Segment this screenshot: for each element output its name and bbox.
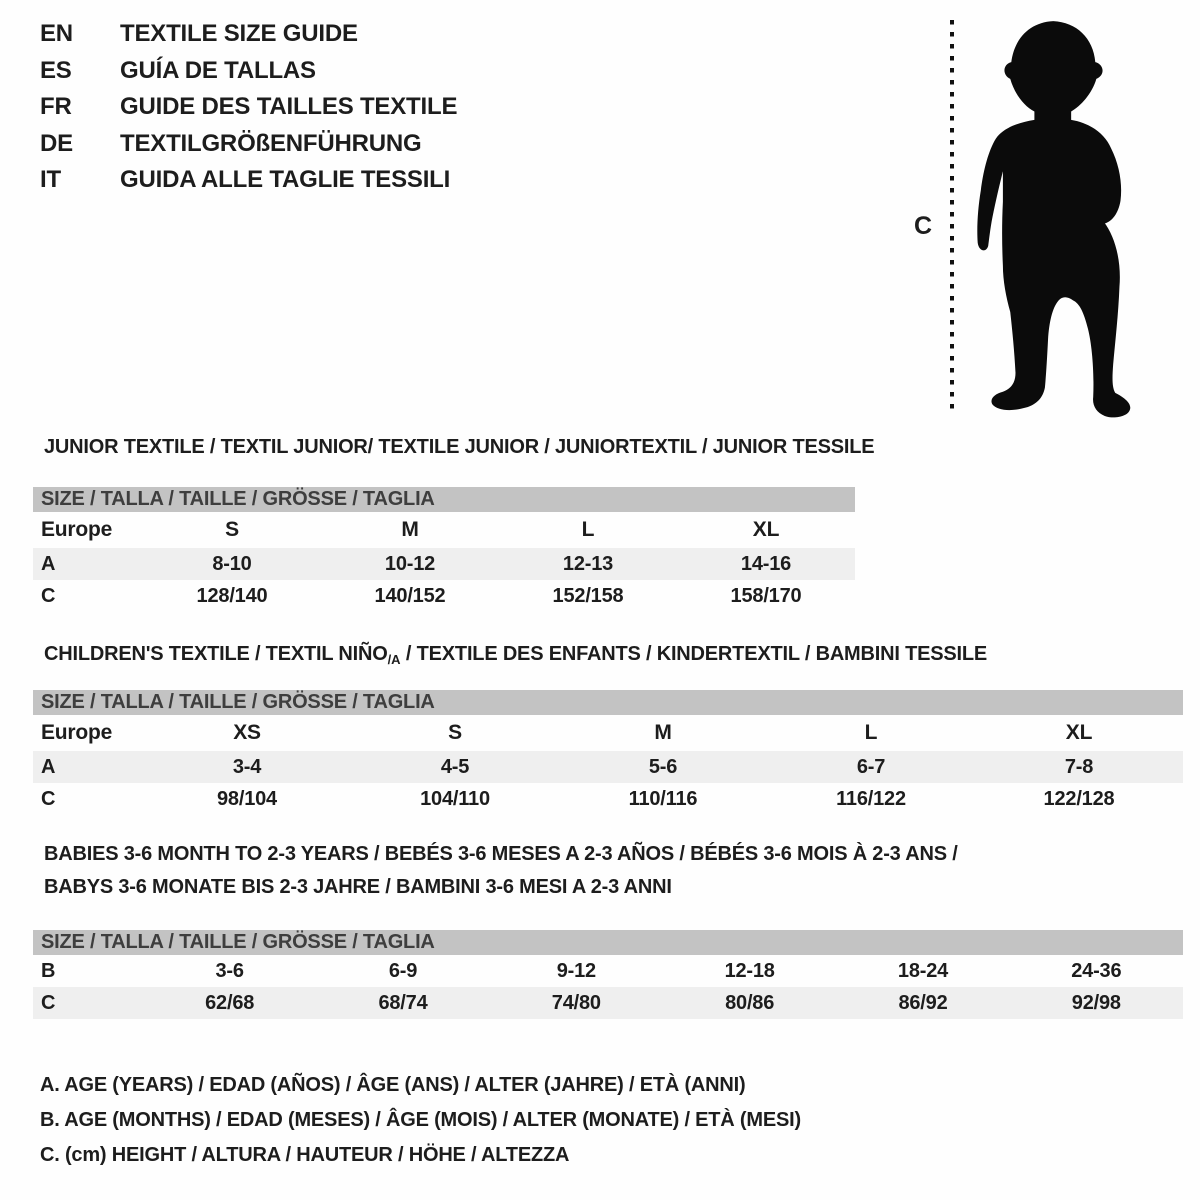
row-label: C [41, 584, 56, 607]
language-code: FR [40, 93, 72, 121]
table-cell: 6-7 [856, 755, 886, 778]
table-cell: 12-18 [724, 959, 775, 982]
table-cell: 62/68 [205, 991, 255, 1014]
section-title-babies-line2: BABYS 3-6 MONATE BIS 2-3 JAHRE / BAMBINI 3-6 MESI A 2-3 ANNI [44, 876, 672, 898]
table-cell: 116/122 [836, 787, 906, 810]
table-cell: 80/86 [725, 991, 775, 1014]
column-header: S [225, 518, 239, 541]
column-header: L [864, 721, 878, 744]
toddler-silhouette [977, 21, 1130, 417]
table-row-age [33, 751, 1183, 783]
table-header-bar [33, 487, 855, 512]
column-header: S [448, 721, 462, 744]
table-cell: 98/104 [217, 787, 277, 810]
table-header-bar [33, 930, 1183, 955]
language-row-it [40, 162, 457, 199]
language-title: TEXTILGRÖßENFÜHRUNG [120, 129, 422, 157]
column-header: L [581, 518, 595, 541]
section-title-babies-line1: BABIES 3-6 MONTH TO 2-3 YEARS / BEBÉS 3-6 MESES A 2-3 AÑOS / BÉBÉS 3-6 MOIS À 2-3 ANS / [44, 843, 958, 865]
size-header-label: SIZE / TALLA / TAILLE / GRÖSSE / TAGLIA [41, 931, 435, 953]
table-cell: 24-36 [1071, 959, 1122, 982]
table-cell: 18-24 [897, 959, 949, 982]
table-row-age-months [33, 955, 1183, 987]
legend-line-a: A. AGE (YEARS) / EDAD (AÑOS) / ÂGE (ANS) / ALTER (JAHRE) / ETÀ (ANNI) [40, 1074, 746, 1096]
toddler-silhouette-svg [925, 12, 1200, 418]
legend-line-c: C. (cm) HEIGHT / ALTURA / HAUTEUR / HÖHE / ALTEZZA [40, 1144, 570, 1166]
section-title-children-pre: CHILDREN'S TEXTILE / TEXTIL NIÑO [44, 643, 388, 665]
language-row-en [40, 16, 457, 53]
table-columns-row [33, 715, 1183, 751]
table-cell: 3-6 [215, 959, 244, 982]
table-cell: 104/110 [420, 787, 490, 810]
table-cell: 7-8 [1064, 755, 1094, 778]
region-label: Europe [41, 518, 113, 541]
language-code: DE [40, 129, 73, 157]
section-title-children [44, 643, 987, 671]
table-header-bar [33, 690, 1183, 715]
section-title-junior: JUNIOR TEXTILE / TEXTIL JUNIOR/ TEXTILE JUNIOR / JUNIORTEXTIL / JUNIOR TESSILE [44, 436, 875, 458]
table-columns-row [33, 512, 855, 548]
column-header: M [654, 721, 672, 744]
language-title: GUÍA DE TALLAS [120, 56, 316, 84]
table-row-height [33, 580, 855, 612]
section-title-children-post: / TEXTILE DES ENFANTS / KINDERTEXTIL / BAMBINI TESSILE [400, 643, 988, 665]
language-row-de [40, 126, 457, 163]
table-row-height [33, 783, 1183, 815]
table-cell: 10-12 [384, 552, 436, 575]
size-table-children [33, 690, 1183, 815]
size-header-label: SIZE / TALLA / TAILLE / GRÖSSE / TAGLIA [41, 691, 435, 713]
table-cell: 152/158 [552, 584, 624, 607]
language-list [40, 16, 457, 199]
language-row-fr [40, 89, 457, 126]
toddler-height-figure [925, 12, 1200, 418]
table-cell: 5-6 [648, 755, 678, 778]
height-measure-label-c: C [914, 212, 932, 240]
section-title-children-sub: /A [387, 652, 401, 667]
row-label: A [41, 552, 56, 575]
table-cell: 14-16 [740, 552, 792, 575]
column-header: XS [233, 721, 261, 744]
measurement-legend [40, 1068, 801, 1173]
table-cell: 3-4 [232, 755, 262, 778]
column-header: XL [1065, 721, 1093, 744]
language-row-es [40, 53, 457, 90]
table-cell: 74/80 [551, 991, 601, 1014]
table-cell: 68/74 [378, 991, 428, 1014]
table-row-age [33, 548, 855, 580]
table-row-height [33, 987, 1183, 1019]
table-cell: 122/128 [1043, 787, 1115, 810]
legend-line-b: B. AGE (MONTHS) / EDAD (MESES) / ÂGE (MOIS) / ALTER (MONATE) / ETÀ (MESI) [40, 1109, 801, 1131]
row-label: B [41, 959, 56, 982]
language-title: GUIDE DES TAILLES TEXTILE [120, 93, 458, 121]
language-title: GUIDA ALLE TAGLIE TESSILI [120, 166, 451, 194]
language-code: EN [40, 20, 73, 48]
table-cell: 110/116 [628, 787, 698, 810]
row-label: C [41, 991, 56, 1014]
table-cell: 158/170 [730, 584, 802, 607]
table-cell: 12-13 [562, 552, 614, 575]
column-header: XL [752, 518, 780, 541]
table-cell: 92/98 [1071, 991, 1121, 1014]
language-code: IT [40, 166, 61, 194]
table-cell: 8-10 [212, 552, 252, 575]
region-label: Europe [41, 721, 113, 744]
row-label: A [41, 755, 56, 778]
table-cell: 86/92 [898, 991, 948, 1014]
table-cell: 128/140 [196, 584, 268, 607]
size-table-junior [33, 487, 855, 612]
table-cell: 4-5 [440, 755, 470, 778]
language-title: TEXTILE SIZE GUIDE [120, 20, 358, 48]
table-cell: 9-12 [556, 959, 596, 982]
language-code: ES [40, 56, 72, 84]
table-cell: 140/152 [374, 584, 446, 607]
size-table-babies [33, 930, 1183, 1019]
row-label: C [41, 787, 56, 810]
size-header-label: SIZE / TALLA / TAILLE / GRÖSSE / TAGLIA [41, 488, 435, 510]
column-header: M [401, 518, 419, 541]
table-cell: 6-9 [388, 959, 418, 982]
